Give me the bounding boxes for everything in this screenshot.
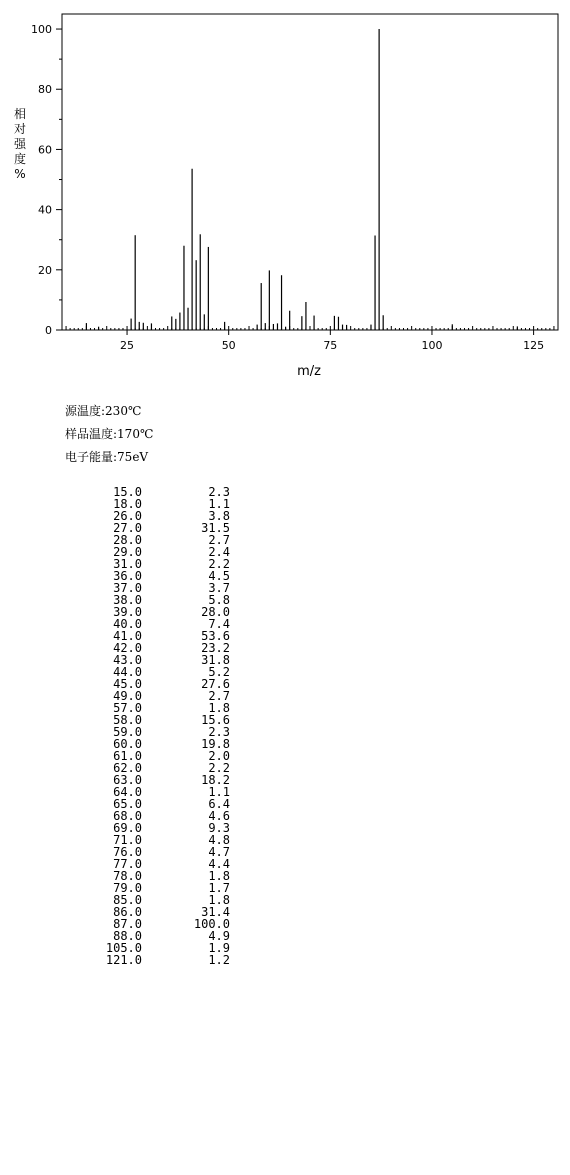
peak-abundance: 4.8 <box>208 833 230 847</box>
peak-abundance: 6.4 <box>208 797 230 811</box>
peak-mz: 43.0 <box>113 653 142 667</box>
peak-abundance: 15.6 <box>201 713 230 727</box>
peak-mz: 69.0 <box>113 821 142 835</box>
peak-abundance: 18.2 <box>201 773 230 787</box>
peak-abundance: 4.4 <box>208 857 230 871</box>
y-axis-label-char: 对 <box>13 122 27 136</box>
spectrum-peaks <box>86 29 517 330</box>
peak-abundance: 1.8 <box>208 701 230 715</box>
peak-abundance: 2.2 <box>208 761 230 775</box>
peak-abundance: 31.8 <box>201 653 230 667</box>
peak-abundance: 3.7 <box>208 581 230 595</box>
x-axis-label: m/z <box>297 364 321 379</box>
peak-abundance: 23.2 <box>201 641 230 655</box>
peak-abundance: 2.3 <box>208 725 230 739</box>
y-axis-label-char: 强 <box>13 137 27 151</box>
peak-mz: 18.0 <box>113 497 142 511</box>
y-axis-label-char: 度 <box>13 152 27 166</box>
peak-abundance: 1.8 <box>208 893 230 907</box>
peak-mz: 61.0 <box>113 749 142 763</box>
peak-abundance: 4.9 <box>208 929 230 943</box>
x-tick-label: 50 <box>221 339 236 352</box>
x-tick-label: 100 <box>421 339 443 352</box>
peak-mz: 58.0 <box>113 713 142 727</box>
peak-mz: 88.0 <box>113 929 142 943</box>
peak-table <box>84 486 230 966</box>
x-tick-label: 25 <box>120 339 135 352</box>
peak-abundance: 7.4 <box>208 617 230 631</box>
peak-mz: 38.0 <box>113 593 142 607</box>
peak-abundance: 31.5 <box>201 521 230 535</box>
peak-mz: 40.0 <box>113 617 142 631</box>
peak-mz: 68.0 <box>113 809 142 823</box>
y-tick-label: 80 <box>38 83 52 97</box>
sample-temperature: 样品温度:170℃ <box>65 427 154 441</box>
peak-abundance: 100.0 <box>193 917 230 931</box>
peak-abundance: 5.8 <box>208 593 230 607</box>
peak-mz: 65.0 <box>113 797 142 811</box>
peak-mz: 27.0 <box>113 521 142 535</box>
peak-mz: 64.0 <box>113 785 142 799</box>
peak-abundance: 4.6 <box>208 809 230 823</box>
peak-mz: 28.0 <box>113 533 142 547</box>
y-tick-label: 40 <box>38 203 52 217</box>
peak-abundance: 28.0 <box>201 605 230 619</box>
peak-abundance: 1.7 <box>208 881 230 895</box>
y-tick-label: 20 <box>38 263 52 277</box>
peak-abundance: 19.8 <box>201 737 230 751</box>
peak-abundance: 1.2 <box>208 953 230 967</box>
y-tick-label: 60 <box>38 143 52 157</box>
y-axis <box>31 23 62 337</box>
y-axis-label <box>14 106 27 181</box>
peak-mz: 49.0 <box>113 689 142 703</box>
x-tick-label: 125 <box>523 339 545 352</box>
peak-mz: 45.0 <box>113 677 142 691</box>
peak-mz: 60.0 <box>113 737 142 751</box>
peak-abundance: 1.8 <box>208 869 230 883</box>
x-tick-label: 75 <box>323 339 338 352</box>
table-row <box>84 954 230 966</box>
peak-mz: 42.0 <box>113 641 142 655</box>
peak-abundance: 2.0 <box>208 749 230 763</box>
peak-mz: 87.0 <box>113 917 142 931</box>
peak-abundance: 5.2 <box>208 665 230 679</box>
peak-mz: 29.0 <box>113 545 142 559</box>
peak-abundance: 4.5 <box>208 569 230 583</box>
peak-mz: 57.0 <box>113 701 142 715</box>
peak-mz: 37.0 <box>113 581 142 595</box>
peak-abundance: 1.1 <box>208 785 230 799</box>
peak-abundance: 27.6 <box>201 677 230 691</box>
peak-mz: 15.0 <box>113 485 142 499</box>
peak-abundance: 3.8 <box>208 509 230 523</box>
peak-abundance: 2.3 <box>208 485 230 499</box>
peak-abundance: 2.7 <box>208 689 230 703</box>
peak-abundance: 1.9 <box>208 941 230 955</box>
peak-mz: 76.0 <box>113 845 142 859</box>
peak-mz: 77.0 <box>113 857 142 871</box>
conditions-block <box>65 400 153 469</box>
electron-energy: 电子能量:75eV <box>65 450 149 464</box>
peak-mz: 121.0 <box>105 953 142 967</box>
peak-abundance: 1.1 <box>208 497 230 511</box>
peak-abundance: 53.6 <box>201 629 230 643</box>
x-minor-ticks <box>62 326 558 330</box>
peak-mz: 86.0 <box>113 905 142 919</box>
y-axis-label-char: 相 <box>13 107 27 121</box>
peak-mz: 78.0 <box>113 869 142 883</box>
peak-mz: 105.0 <box>105 941 142 955</box>
peak-mz: 31.0 <box>113 557 142 571</box>
source-temperature: 源温度:230℃ <box>65 404 142 418</box>
peak-mz: 39.0 <box>113 605 142 619</box>
peak-mz: 36.0 <box>113 569 142 583</box>
peak-mz: 63.0 <box>113 773 142 787</box>
y-tick-label: 0 <box>45 324 52 337</box>
peak-mz: 41.0 <box>113 629 142 643</box>
peak-abundance: 2.4 <box>208 545 230 559</box>
y-tick-label: 100 <box>31 23 52 37</box>
peak-abundance: 2.2 <box>208 557 230 571</box>
peak-abundance: 2.7 <box>208 533 230 547</box>
peak-mz: 26.0 <box>113 509 142 523</box>
plot-frame <box>62 14 558 330</box>
peak-mz: 71.0 <box>113 833 142 847</box>
peak-mz: 44.0 <box>113 665 142 679</box>
mass-spectrum-chart <box>0 0 570 390</box>
y-axis-label-char: % <box>14 167 26 181</box>
peak-abundance: 9.3 <box>208 821 230 835</box>
peak-mz: 79.0 <box>113 881 142 895</box>
peak-mz: 85.0 <box>113 893 142 907</box>
x-axis <box>120 330 544 352</box>
peak-abundance: 31.4 <box>201 905 230 919</box>
peak-mz: 62.0 <box>113 761 142 775</box>
peak-mz: 59.0 <box>113 725 142 739</box>
peak-abundance: 4.7 <box>208 845 230 859</box>
